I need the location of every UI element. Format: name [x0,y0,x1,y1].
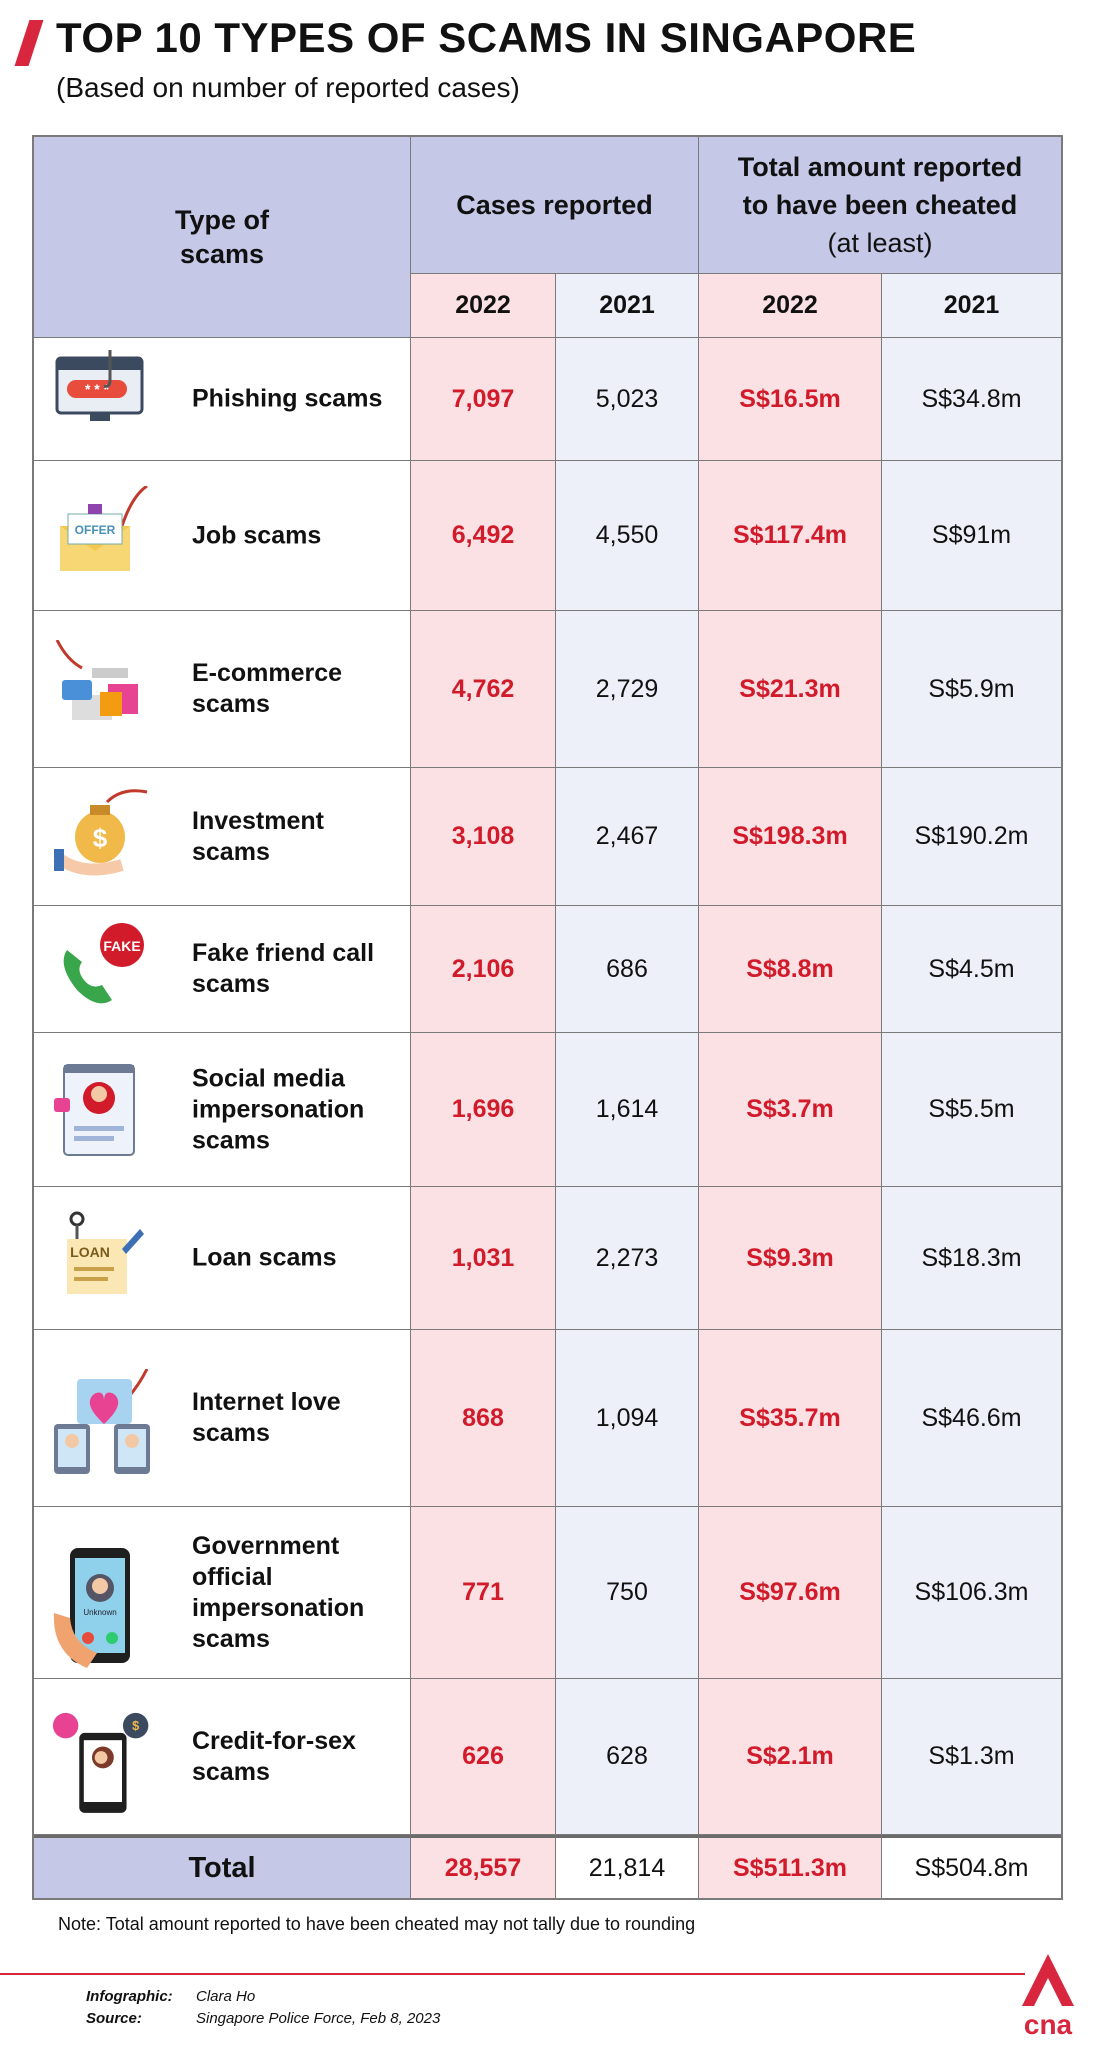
value-cases-2021: 5,023 [556,338,699,461]
value-amount-2021: S$5.5m [882,1033,1061,1187]
value-cases-2022: 6,492 [411,461,556,611]
scam-type-cell [34,611,411,768]
total-label-cell [34,1835,411,1898]
fake-text: FAKE [103,938,141,954]
value-amount-2022: S$16.5m [699,338,882,461]
value-amount-2022: S$9.3m [699,1187,882,1330]
value-cases-2021: 1,614 [556,1033,699,1187]
scam-type-name: Investment scams [192,806,324,866]
infographic-credit-label: Infographic: [86,1988,173,2005]
unknown-text: Unknown [83,1608,117,1617]
value-amount-2022: S$8.8m [699,906,882,1033]
scams-table [32,135,1063,1900]
value-amount-2021: S$34.8m [882,338,1061,461]
svg-text:* * *: * * * [84,381,110,397]
value-cases-2021: 1,094 [556,1330,699,1507]
phishing-icon [52,350,152,435]
value-amount-2022: S$35.7m [699,1330,882,1507]
svg-text:$: $ [132,1718,140,1734]
total-cases-2022: 28,557 [411,1835,556,1898]
government-call-icon [52,1543,152,1678]
value-cases-2021: 628 [556,1679,699,1835]
footnote: Note: Total amount reported to have been cheated may not tally due to rounding [58,1914,696,1934]
header-amount-line1: Total amount reported [737,152,1023,182]
scam-type-cell [34,1679,411,1835]
value-cases-2022: 7,097 [411,338,556,461]
value-amount-2022: S$198.3m [699,768,882,906]
logo-text: cna [1023,2009,1073,2038]
header-amount [699,137,1061,274]
value-cases-2021: 686 [556,906,699,1033]
value-cases-2022: 771 [411,1507,556,1679]
scam-type-cell [34,906,411,1033]
value-amount-2022: S$97.6m [699,1507,882,1679]
header-type [34,137,411,338]
value-amount-2021: S$4.5m [882,906,1061,1033]
value-cases-2022: 2,106 [411,906,556,1033]
value-amount-2022: S$117.4m [699,461,882,611]
value-amount-2021: S$5.9m [882,611,1061,768]
value-amount-2022: S$21.3m [699,611,882,768]
value-cases-2021: 2,729 [556,611,699,768]
fake-call-icon [52,920,152,1015]
header-cases-label: Cases reported [456,190,653,220]
infographic-credit-value: Clara Ho [196,1988,256,2005]
scam-type-name: Loan scams [192,1243,337,1272]
scam-type-name: Internet love scams [192,1388,341,1447]
svg-text:$: $ [92,823,108,853]
header-amount-line2: to have been cheated [742,190,1018,220]
total-amount-2021: S$504.8m [882,1835,1061,1898]
value-cases-2022: 1,031 [411,1187,556,1330]
scam-type-cell [34,1507,411,1679]
header-type-label: Type of scams [175,205,269,269]
header-cases [411,137,699,274]
value-amount-2021: S$106.3m [882,1507,1061,1679]
ecommerce-icon [52,640,152,735]
value-amount-2022: S$2.1m [699,1679,882,1835]
investment-icon [52,787,152,882]
source-value: Singapore Police Force, Feb 8, 2023 [196,2010,441,2027]
value-cases-2021: 4,550 [556,461,699,611]
scam-type-cell [34,1330,411,1507]
credit-sex-icon [52,1707,152,1822]
scam-type-name: Phishing scams [192,384,383,413]
value-amount-2021: S$46.6m [882,1330,1061,1507]
header-amount-line3: (at least) [827,228,933,258]
scam-type-name: Job scams [192,521,322,549]
scam-type-name: Fake friend call scams [192,939,375,998]
value-cases-2022: 626 [411,1679,556,1835]
job-offer-icon [52,486,152,581]
header-cases-2022: 2022 [411,274,556,338]
value-cases-2021: 2,273 [556,1187,699,1330]
header-cases-2021: 2021 [556,274,699,338]
loan-icon [52,1209,152,1304]
page-subtitle: (Based on number of reported cases) [56,72,520,103]
total-amount-2022: S$511.3m [699,1835,882,1898]
header-amount-2022: 2022 [699,274,882,338]
source-label: Source: [86,2010,142,2027]
scam-type-cell [34,338,411,461]
cna-logo [1018,1948,1078,2038]
value-amount-2021: S$190.2m [882,768,1061,906]
loan-text: LOAN [70,1244,110,1260]
scam-type-name: E-commerce scams [192,659,343,718]
love-icon [52,1369,152,1484]
scam-type-name: Credit-for-sex scams [192,1726,356,1786]
scam-type-name: Government official impersonation scams [192,1531,365,1653]
value-cases-2021: 2,467 [556,768,699,906]
offer-text: OFFER [74,523,116,537]
value-cases-2022: 868 [411,1330,556,1507]
scam-type-cell [34,1187,411,1330]
value-cases-2022: 3,108 [411,768,556,906]
value-amount-2021: S$91m [882,461,1061,611]
scam-type-cell [34,461,411,611]
value-amount-2021: S$1.3m [882,1679,1061,1835]
title-accent-bar [15,20,44,66]
value-cases-2022: 1,696 [411,1033,556,1187]
total-label: Total [188,1851,256,1884]
total-cases-2021: 21,814 [556,1835,699,1898]
value-cases-2022: 4,762 [411,611,556,768]
footer-divider [0,1973,1025,1975]
value-amount-2022: S$3.7m [699,1033,882,1187]
value-cases-2021: 750 [556,1507,699,1679]
scam-type-name: Social media impersonation scams [192,1064,365,1154]
header-amount-2021: 2021 [882,274,1061,338]
page-title: TOP 10 TYPES OF SCAMS IN SINGAPORE [56,14,917,61]
social-media-icon [52,1060,152,1165]
scam-type-cell [34,1033,411,1187]
title-block [22,14,1072,126]
scam-type-cell [34,768,411,906]
value-amount-2021: S$18.3m [882,1187,1061,1330]
